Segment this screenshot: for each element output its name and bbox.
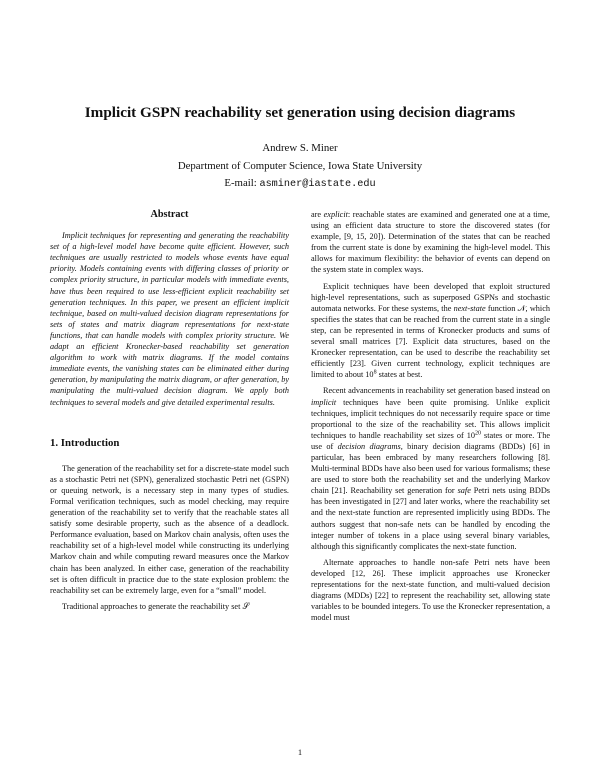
right-column — [311, 209, 550, 623]
intro-paragraph-2: Traditional approaches to generate the reachability set 𝒮 — [62, 601, 249, 611]
abstract-body: Implicit techniques for representing and generating the reachability set of a high-level model have become quite efficient. However, such techniques are usually restricted to models whose events have equal priority. Models containing events with differing classes of priority or complex priority structure, in particular models with immediate events, have thus been required to use less-efficient explicit reachability set generation techniques. In this paper, we present an efficient implicit technique, based on multi-valued decision diagram representations for sets of states and matrix diagram representations for next-state functions, that can handle models with complex priority structure. We adapt an efficient Kronecker-based reachability set generation algorithm to work with matrix diagrams. If the model contains immediate events, the vanishing states can be eliminated either during generation, by manipulating the matrix diagram, or after generation, by manipulating the multi-valued decision diagram. We apply both techniques to several models and give detailed experimental results. — [50, 231, 289, 407]
email-label: E-mail: — [224, 177, 257, 189]
author-email-line — [0, 177, 600, 190]
intro-paragraph-1: The generation of the reachability set for a discrete-state model such as a stochastic Petri net (SPN), generalized stochastic Petri net (GSPN) or queuing network, is a necessary step in many types of studies. Formal verification techniques, such as model checking, may require generation of the reachability set to verify that the reachable states all satisfy some desirable property, such as the absence of a deadlock. Performance evaluation, based on Markov chain analysis, often uses the reachability set of a high-level model while constructing its underlying Markov chain and while computing reward measures once the Markov chain has been analyzed. In either case, generation of the reachability set is often difficult in practice due to the state explosion problem: the reachability set can be extremely large, even for a “small” model. — [50, 463, 289, 595]
right-paragraph-2: Explicit techniques have been developed that exploit structured high-level representations, such as superposed GSPNs and stochastic automata networks. For these systems, the next-state function 𝒩, which specifies the states that can be reached from the current state in a single step, can be represented in terms of Kronecker products and sums of several small matrices [7]. Explicit data structures, based on the Kronecker representation, can be used to describe the reachability set efficiently [23]. Given current technology, explicit techniques are limited to about $10^8$ states at best. — [311, 281, 550, 380]
section-heading-introduction: 1. Introduction — [50, 436, 120, 449]
abstract-heading: Abstract — [150, 209, 189, 220]
page-number: 1 — [297, 747, 303, 757]
left-column — [50, 209, 289, 612]
email-address: asminer@iastate.edu — [259, 179, 376, 190]
right-paragraph-4: Alternate approaches to handle non-safe Petri nets have been developed [12, 26]. These implicit approaches use Kronecker representations for the next-state function, and multi-valued decision diagrams (MDDs) [22] to represent the reachability set, allowing state variables to be bounded integers. To use the Kronecker representation, a model must — [311, 557, 550, 623]
right-paragraph-1: are explicit: reachable states are examined and generated one at a time, using an efficient data structure to store the discovered states (for example, [9, 15, 20]). Determination of the states that can be reached from the current state is done by examining the high-level model. This allows for maximum flexibility: the behavior of events can depend on the system state in complex ways. — [311, 210, 550, 275]
author-name: Andrew S. Miner — [262, 142, 338, 154]
right-paragraph-3: Recent advancements in reachability set generation based instead on implicit techniques have been quite promising. Unlike explicit techniques, implicit techniques do not necessarily require space or time proportional to the size of the reachability set. This allows implicit techniques to handle reachability set sizes of $10^{20}$ states or more. The use of decision diagrams, binary decision diagrams (BDDs) [6] in particular, has been embraced by many researchers following [8]. Multi-terminal BDDs have also been used for various formalisms; these are used to store both the reachability set and the underlying Markov chain [21]. Reachability set generation for safe Petri nets using BDDs has been investigated in [27] and later works, where the reachability set and the next-state function are represented implicitly using BDDs. The authors suggest that non-safe nets can be handled by encoding the integer number of tokens in a place using several binary variables, although this significantly complicates the next-state function. — [311, 386, 550, 551]
author-affiliation: Department of Computer Science, Iowa State University — [177, 160, 423, 172]
paper-title: Implicit GSPN reachability set generation using decision diagrams — [84, 104, 516, 121]
